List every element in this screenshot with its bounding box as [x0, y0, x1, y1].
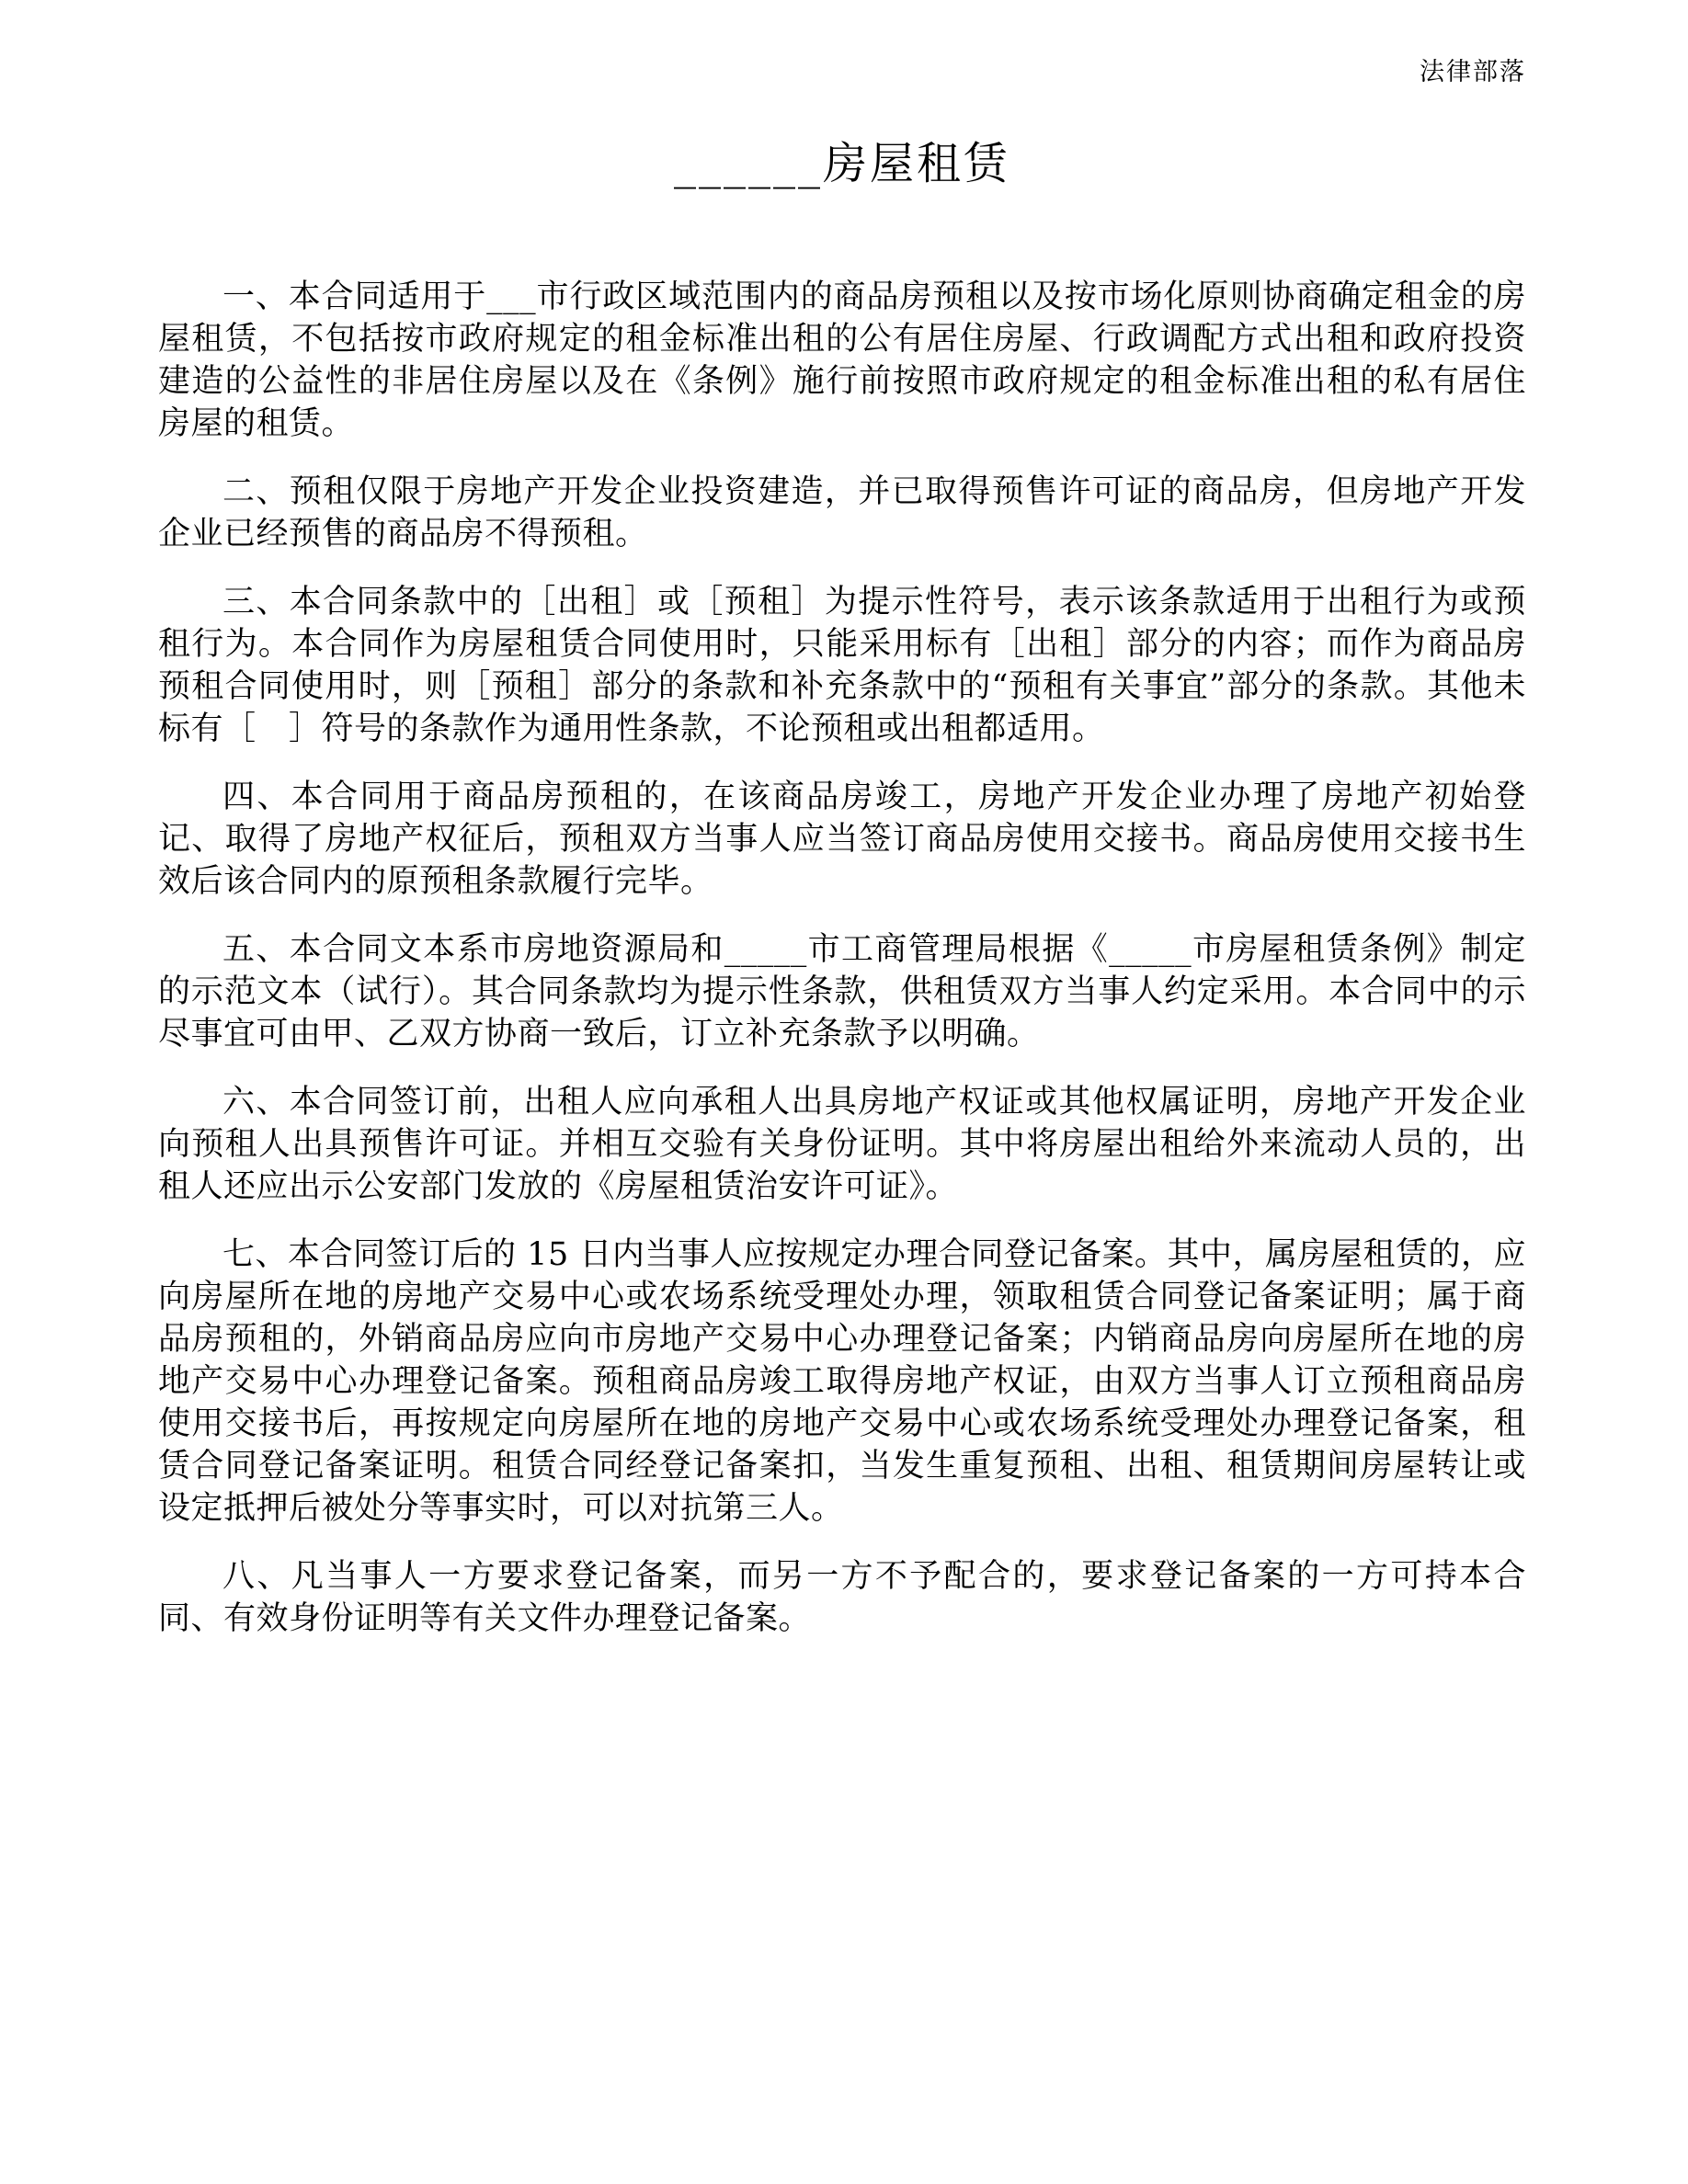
header-watermark: 法律部落 [1420, 58, 1526, 86]
paragraph-2: 二、预租仅限于房地产开发企业投资建造，并已取得预售许可证的商品房，但房地产开发企业已经预售的商品房不得预租。 [158, 473, 1526, 552]
paragraph-7: 七、本合同签订后的 15 日内当事人应按规定办理合同登记备案。其中，属房屋租赁的，应向房屋所在地的房地产交易中心或农场系统受理处办理，领取租赁合同登记备案证明；属于商品房预租的，外销商品房应向市房地产交易中心办理登记备案；内销商品房向房屋所在地的房地产交易中心办理登记备案。预租商品房竣工取得房地产权证，由双方当事人订立预租商品房使用交接书后，再按规定向房屋所在地的房地产交易中心或农场系统受理处办理登记备案，租赁合同登记备案证明。租赁合同经登记备案扣，当发生重复预租、出租、租赁期间房屋转让或设定抵押后被处分等事实时，可以对抗第三人。 [158, 1236, 1526, 1527]
paragraph-6: 六、本合同签订前，出租人应向承租人出具房地产权证或其他权属证明，房地产开发企业向预租人出具预售许可证。并相互交验有关身份证明。其中将房屋出租给外来流动人员的，出租人还应出示公安部门发放的《房屋租赁治安许可证》。 [158, 1084, 1526, 1205]
paragraph-8: 八、凡当事人一方要求登记备案，而另一方不予配合的，要求登记备案的一方可持本合同、有效身份证明等有关文件办理登记备案。 [158, 1558, 1526, 1637]
paragraph-4: 四、本合同用于商品房预租的，在该商品房竣工，房地产开发企业办理了房地产初始登记、取得了房地产权征后，预租双方当事人应当签订商品房使用交接书。商品房使用交接书生效后该合同内的原预租条款履行完毕。 [158, 779, 1526, 900]
page-title: ______房屋租赁 [673, 138, 1010, 189]
paragraph-1: 一、本合同适用于___市行政区域范围内的商品房预租以及按市场化原则协商确定租金的房屋租赁，不包括按市政府规定的租金标准出租的公有居住房屋、行政调配方式出租和政府投资建造的公益性的非居住房屋以及在《条例》施行前按照市政府规定的租金标准出租的私有居住房屋的租赁。 [158, 279, 1526, 442]
document-body [158, 276, 1526, 1640]
paragraph-3: 三、本合同条款中的［出租］或［预租］为提示性符号，表示该条款适用于出租行为或预租行为。本合同作为房屋租赁合同使用时，只能采用标有［出租］部分的内容；而作为商品房预租合同使用时，则［预租］部分的条款和补充条款中的“预租有关事宜”部分的条款。其他未标有［ ］符号的条款作为通用性条款，不论预租或出租都适用。 [158, 584, 1526, 747]
paragraph-5: 五、本合同文本系市房地资源局和_____市工商管理局根据《_____市房屋租赁条例》制定的示范文本（试行）。其合同条款均为提示性条款，供租赁双方当事人约定采用。本合同中的示尽事宜可由甲、乙双方协商一致后，订立补充条款予以明确。 [158, 931, 1526, 1052]
